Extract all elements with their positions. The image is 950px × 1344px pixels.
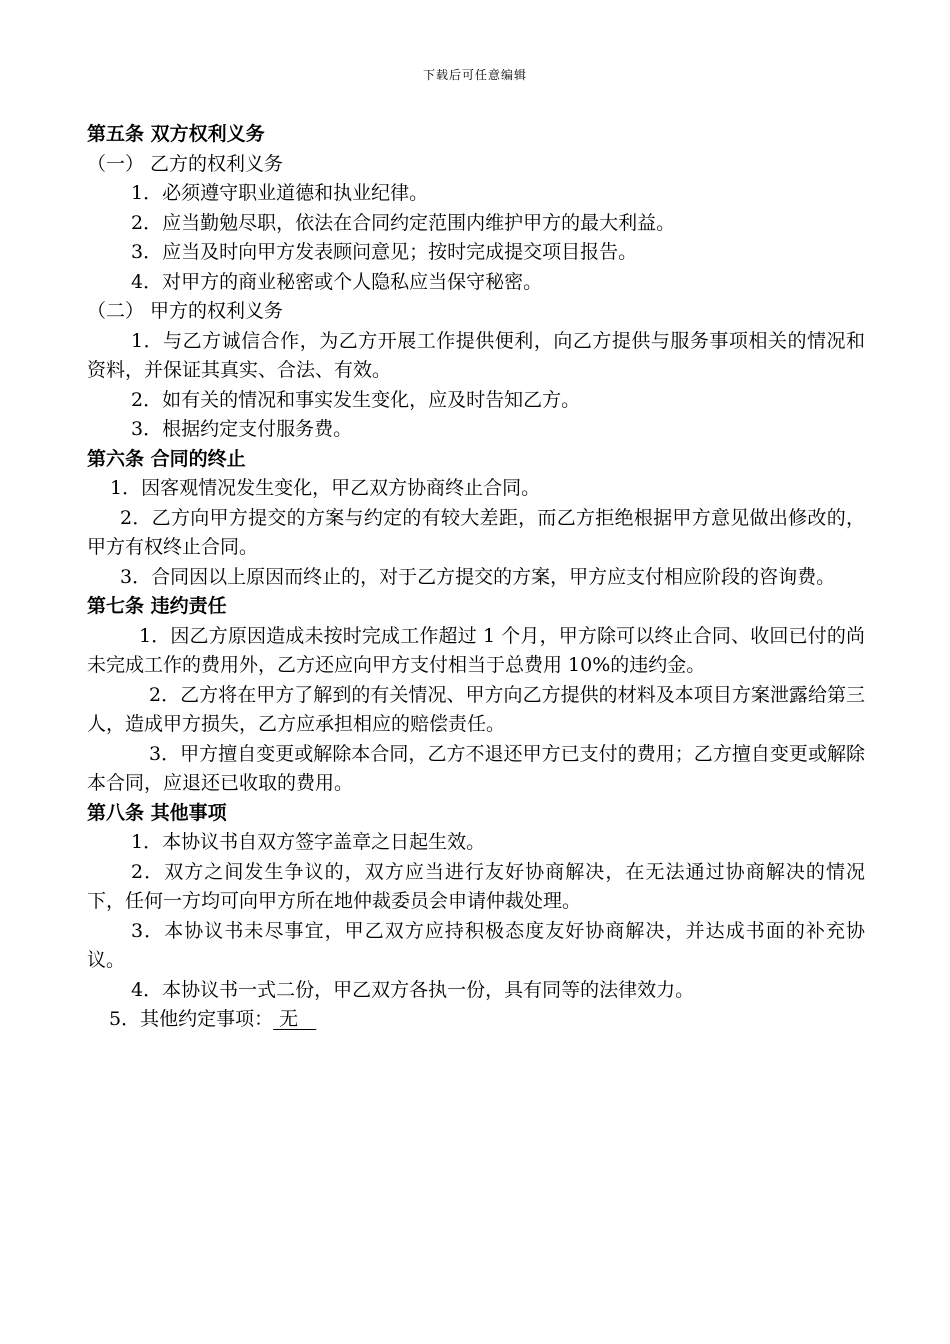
article-7-title: 第七条 违约责任: [87, 595, 227, 617]
article-5-title: 第五条 双方权利义务: [87, 123, 265, 145]
article-7-item-2: 2．乙方将在甲方了解到的有关情况、甲方向乙方提供的材料及本项目方案泄露给第三人，造成甲方损失，乙方应承担相应的赔偿责任。: [87, 683, 865, 735]
article-5-sub2-item-2: 2．如有关的情况和事实发生变化，应及时告知乙方。: [131, 388, 581, 411]
article-8-title: 第八条 其他事项: [87, 801, 227, 824]
article-8-item-4: 4．本协议书一式二份，甲乙双方各执一份，具有同等的法律效力。: [131, 978, 695, 1001]
article-6-item-3: 3．合同因以上原因而终止的，对于乙方提交的方案，甲方应支付相应阶段的咨询费。: [120, 565, 836, 588]
article-6-item-1: 1．因客观情况发生变化，甲乙双方协商终止合同。: [110, 477, 541, 499]
article-7-item-1: 1．因乙方原因造成未按时完成工作超过 1 个月，甲方除可以终止合同、收回已付的尚未完成工作的费用外，乙方还应向甲方支付相当于总费用 10%的违约金。: [87, 624, 865, 676]
article-6-title: 第六条 合同的终止: [87, 447, 246, 470]
article-5-sub1-item-3: 3．应当及时向甲方发表顾问意见；按时完成提交项目报告。: [131, 241, 638, 263]
article-5-sub2-item-3: 3．根据约定支付服务费。: [131, 418, 353, 440]
article-5-sub1-item-2: 2．应当勤勉尽职，依法在合同约定范围内维护甲方的最大利益。: [131, 211, 676, 234]
article-8-item-1: 1．本协议书自双方签字盖章之日起生效。: [131, 831, 486, 853]
article-8-item-5-label: 5．其他约定事项：: [109, 1008, 274, 1030]
article-5-sub1-title: （一） 乙方的权利义务: [87, 152, 284, 175]
article-8-item-5: [87, 1005, 865, 1035]
article-8-item-2: 2．双方之间发生争议的，双方应当进行友好协商解决，在无法通过协商解决的情况下，任何一方均可向甲方所在地仲裁委员会申请仲裁处理。: [87, 860, 865, 912]
article-5-sub2-item-1: 1．与乙方诚信合作，为乙方开展工作提供便利，向乙方提供与服务事项相关的情况和资料，并保证其真实、合法、有效。: [87, 329, 865, 381]
article-8-item-3: 3．本协议书未尽事宜，甲乙双方应持积极态度友好协商解决，并达成书面的补充协议。: [87, 919, 865, 971]
article-7-item-3: 3．甲方擅自变更或解除本合同，乙方不退还甲方已支付的费用；乙方擅自变更或解除本合同，应退还已收取的费用。: [87, 742, 865, 794]
article-5-sub1-item-4: 4．对甲方的商业秘密或个人隐私应当保守秘密。: [131, 270, 543, 293]
article-5-sub1-item-1: 1．必须遵守职业道德和执业纪律。: [131, 182, 429, 204]
article-6-item-2: 2．乙方向甲方提交的方案与约定的有较大差距，而乙方拒绝根据甲方意见做出修改的，甲方有权终止合同。: [87, 506, 865, 558]
header-note: 下载后可任意编辑: [422, 68, 527, 82]
document-body: [87, 120, 865, 1035]
article-8-item-5-value: 无: [273, 1008, 317, 1030]
article-5-sub2-title: （二） 甲方的权利义务: [87, 300, 284, 322]
